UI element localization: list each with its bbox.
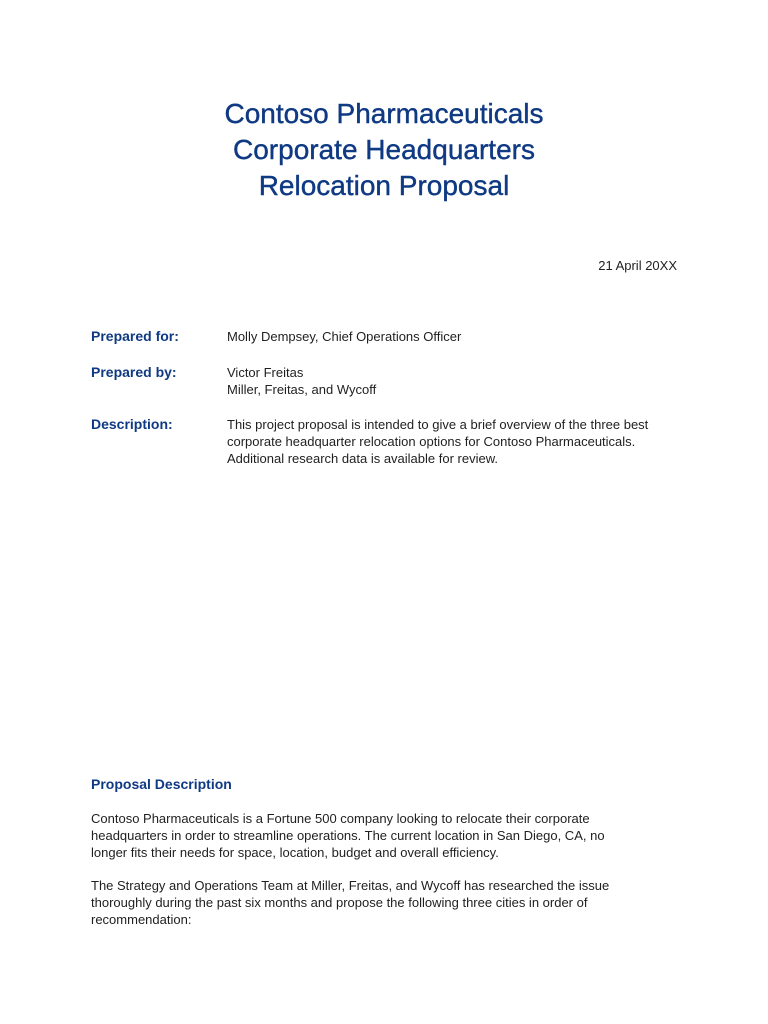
description-value bbox=[227, 416, 687, 467]
description-line-2: corporate headquarter relocation options for Contoso Pharmaceuticals. bbox=[227, 434, 636, 449]
prepared-for-value bbox=[227, 328, 687, 345]
prepared-by-value bbox=[227, 364, 687, 398]
title-line-1: Contoso Pharmaceuticals bbox=[224, 98, 544, 129]
prepared-for-label: Prepared for: bbox=[91, 328, 179, 344]
proposal-paragraph-2 bbox=[91, 877, 691, 928]
prepared-by-label: Prepared by: bbox=[91, 364, 177, 380]
paragraph-2-line-3: recommendation: bbox=[91, 912, 192, 927]
document-title bbox=[0, 96, 768, 204]
prepared-by-line-2: Miller, Freitas, and Wycoff bbox=[227, 382, 377, 397]
title-line-2: Corporate Headquarters bbox=[233, 134, 535, 165]
prepared-by-line-1: Victor Freitas bbox=[227, 365, 304, 380]
paragraph-1-line-2: headquarters in order to streamline operations. The current location in San Diego, CA, no bbox=[91, 828, 605, 843]
description-line-1: This project proposal is intended to give a brief overview of the three best bbox=[227, 417, 649, 432]
proposal-description-heading: Proposal Description bbox=[91, 776, 232, 792]
description-label: Description: bbox=[91, 416, 173, 432]
title-line-3: Relocation Proposal bbox=[258, 170, 510, 201]
description-line-3: Additional research data is available for review. bbox=[227, 451, 498, 466]
document-date: 21 April 20XX bbox=[598, 258, 677, 273]
paragraph-1-line-3: longer fits their needs for space, location, budget and overall efficiency. bbox=[91, 845, 499, 860]
paragraph-2-line-2: thoroughly during the past six months and propose the following three cities in order of bbox=[91, 895, 588, 910]
prepared-for-text: Molly Dempsey, Chief Operations Officer bbox=[227, 329, 462, 344]
paragraph-2-line-1: The Strategy and Operations Team at Miller, Freitas, and Wycoff has researched the issue bbox=[91, 878, 610, 893]
paragraph-1-line-1: Contoso Pharmaceuticals is a Fortune 500 company looking to relocate their corporate bbox=[91, 811, 590, 826]
proposal-paragraph-1 bbox=[91, 810, 691, 861]
